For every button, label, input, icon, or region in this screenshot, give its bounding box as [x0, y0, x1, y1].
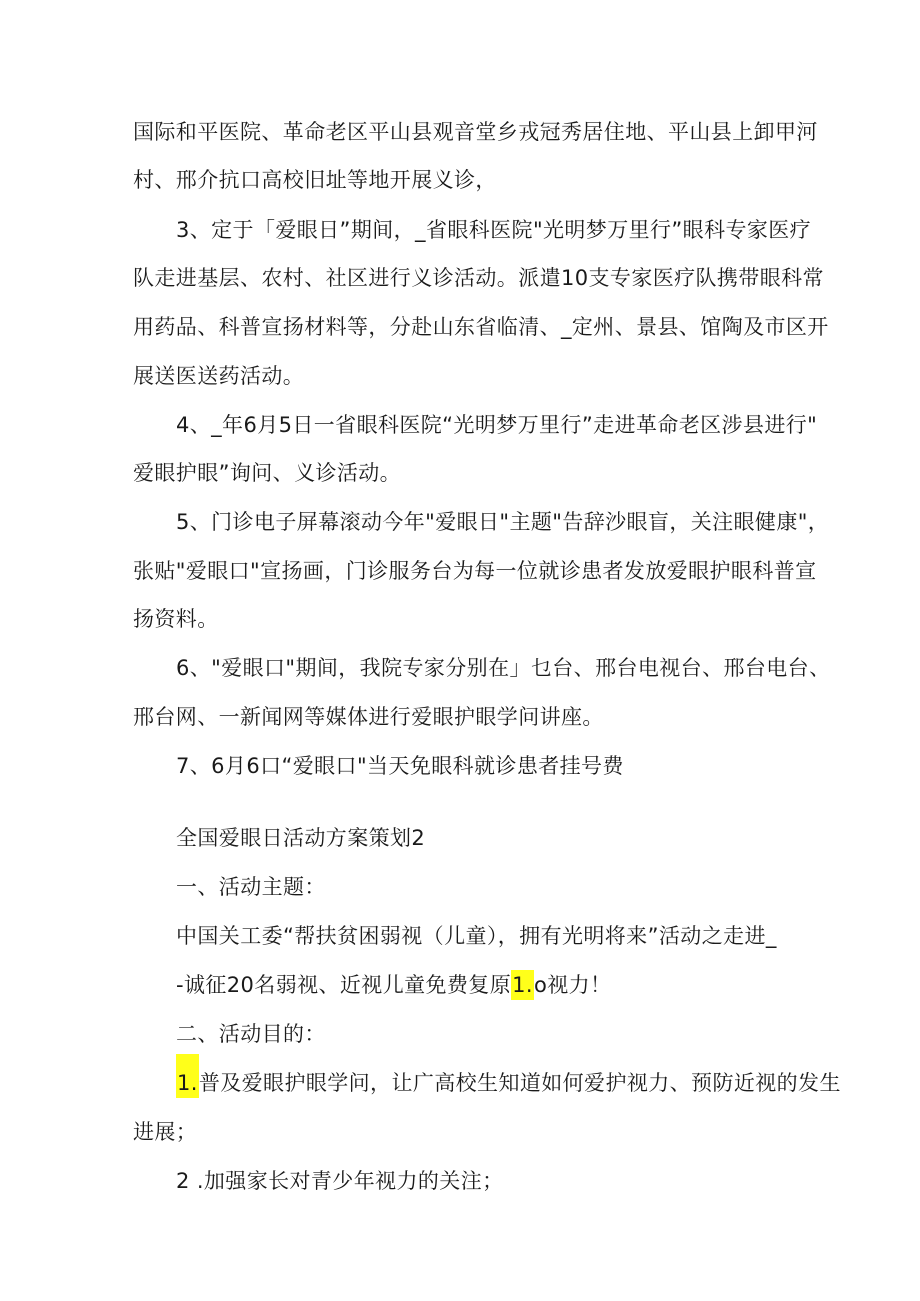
- text-line: 中国关工委“帮扶贫困弱视（儿童），拥有光明将来”活动之走进_: [176, 924, 777, 948]
- text-line: 爱眼护眼”询问、义诊活动。: [133, 461, 402, 485]
- text-segment: o视力！: [533, 973, 612, 997]
- section-heading-purpose: 二、活动目的：: [176, 1022, 326, 1046]
- list-item-4: 4、_年6月5日一省眼科医院“光明梦万里行”走进革命老区涉县进行": [176, 413, 818, 437]
- list-item-6: 6、"爱眼口"期间，我院专家分别在」乜台、邢台电视台、邢台电台、: [176, 656, 831, 680]
- text-segment: 普及爱眼护眼学问，让广高校生知道如何爱护视力、预防近视的发生: [198, 1071, 841, 1095]
- text-line: [176, 970, 611, 1000]
- highlighted-text: 1.: [176, 1054, 199, 1098]
- section-title: 全国爱眼日活动方案策划2: [176, 826, 426, 850]
- text-line: 展送医送药活动。: [133, 364, 305, 388]
- text-line: 国际和平医院、革命老区平山县观音堂乡戎冠秀居住地、平山县上卸甲河: [133, 120, 818, 144]
- list-item-7: 7、6月6口“爱眼口"当天免眼科就诊患者挂号费: [176, 754, 624, 778]
- list-item-5: 5、门诊电子屏幕滚动今年"爱眼日"主题"告辞沙眼盲，关注眼健康"，: [176, 510, 830, 534]
- text-line: 邢台网、一新闻网等媒体进行爱眼护眼学问讲座。: [133, 705, 604, 729]
- list-item-3: 3、定于「爱眼日”期间，_省眼科医院"光明梦万里行”眼科专家医疗: [176, 218, 812, 242]
- list-item-purpose-1: [176, 1068, 841, 1098]
- text-line: 张贴"爱眼口"宣扬画，门诊服务台为每一位就诊患者发放爱眼护眼科普宣: [133, 559, 817, 583]
- text-segment: -诚征20名弱视、近视儿童免费复原: [176, 973, 512, 997]
- text-line: 进展；: [133, 1120, 198, 1144]
- text-line: 队走进基层、农村、社区进行义诊活动。派遣10支专家医疗队携带眼科常: [133, 266, 824, 290]
- highlighted-text: 1.: [511, 970, 534, 1000]
- list-item-purpose-2: 2 .加强家长对青少年视力的关注；: [176, 1169, 504, 1193]
- text-line: 扬资料。: [133, 607, 219, 631]
- section-heading-theme: 一、活动主题：: [176, 875, 326, 899]
- text-line: 用药品、科普宣扬材料等，分赴山东省临清、_定州、景县、馆陶及市区开: [133, 315, 829, 339]
- text-line: 村、邢介抗口高校旧址等地开展义诊，: [133, 168, 497, 192]
